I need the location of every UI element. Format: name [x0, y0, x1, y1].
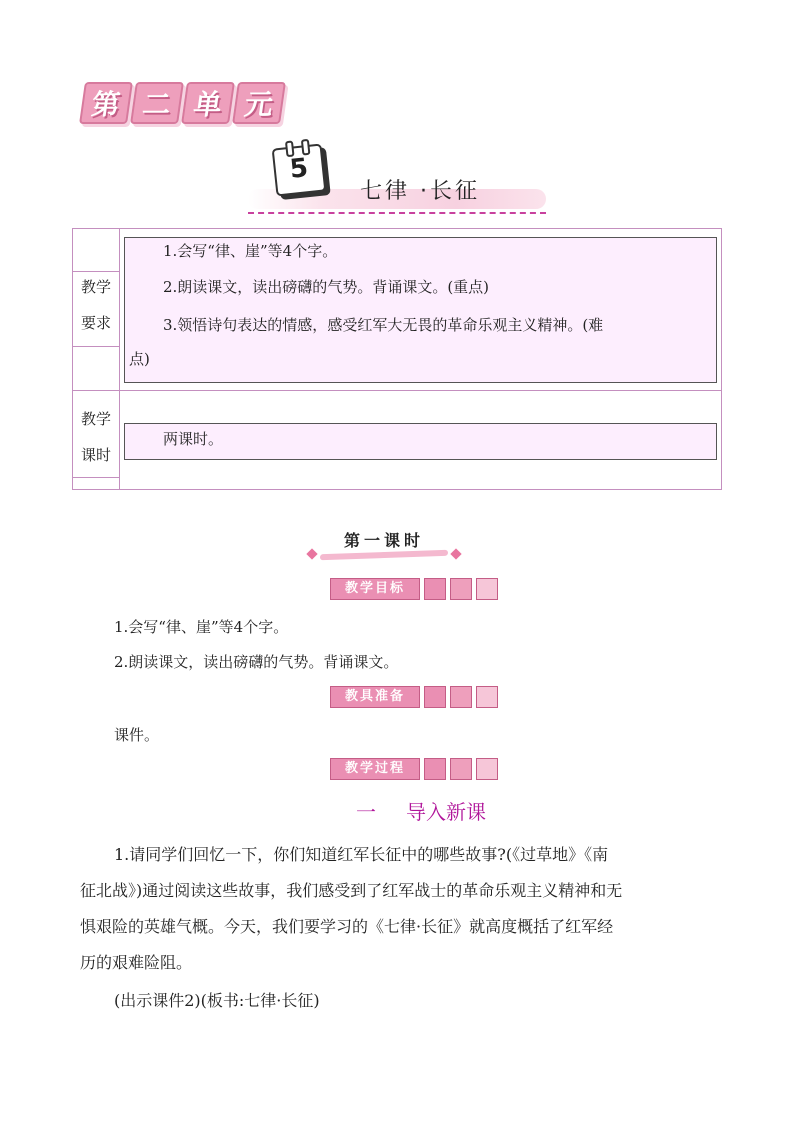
decor-square: [450, 578, 472, 600]
paragraph-line: 惧艰险的英雄气概。今天，我们要学习的《七律·长征》就高度概括了红军经: [80, 917, 614, 936]
period-heading: [306, 528, 462, 564]
section-preparation: [330, 686, 498, 708]
hours-box: [124, 423, 717, 460]
decor-square: [476, 578, 498, 600]
decor-square: [476, 686, 498, 708]
unit-banner: [82, 82, 283, 124]
paragraph-line: 历的艰难险阻。: [80, 953, 193, 972]
unit-banner-char: 元: [232, 82, 286, 124]
lesson-header: [248, 142, 548, 217]
section-label-goals: 教学目标: [330, 578, 420, 600]
decor-square: [424, 578, 446, 600]
requirement-item-continued: 点): [129, 350, 150, 368]
row-label-requirements-line1: 教学: [80, 278, 111, 296]
paragraph-line: (出示课件2)(板书:七律·长征): [114, 991, 320, 1010]
row-label-hours-line2: 课时: [80, 446, 111, 464]
unit-banner-char: 单: [181, 82, 235, 124]
decor-square: [450, 686, 472, 708]
goal-item: 2.朗读课文，读出磅礴的气势。背诵课文。: [114, 653, 399, 671]
lesson-number: 5: [288, 153, 310, 185]
step-number: 一: [356, 800, 376, 824]
paragraph-line: 1.请同学们回忆一下，你们知道红军长征中的哪些故事?(《过草地》《南: [114, 845, 609, 864]
decor-square: [424, 758, 446, 780]
row-label-requirements-line2: 要求: [80, 314, 111, 332]
decor-square: [424, 686, 446, 708]
requirement-item: 1.会写“律、崖”等4个字。: [163, 242, 338, 260]
period-title: 第一课时: [343, 531, 424, 550]
section-process: [330, 758, 498, 780]
calendar-icon: [272, 144, 327, 197]
step-title: 导入新课: [406, 800, 486, 824]
preparation-text: 课件。: [114, 726, 160, 744]
unit-banner-char: 二: [130, 82, 184, 124]
period-decor-bar: [320, 550, 448, 560]
requirement-item: 3.领悟诗句表达的情感，感受红军大无畏的革命乐观主义精神。(难: [163, 316, 604, 334]
process-step-heading: [356, 796, 486, 825]
paragraph-line: 征北战》)通过阅读这些故事，我们感受到了红军战士的革命乐观主义精神和无: [80, 881, 623, 900]
requirements-table: [72, 228, 722, 490]
decor-square: [476, 758, 498, 780]
requirements-box: [124, 237, 717, 383]
goal-item: 1.会写“律、崖”等4个字。: [114, 618, 289, 636]
lesson-title: 七律 ·长征: [360, 179, 480, 204]
section-label-preparation: 教具准备: [330, 686, 420, 708]
requirement-item: 2.朗读课文，读出磅礴的气势。背诵课文。(重点): [163, 278, 490, 296]
section-label-process: 教学过程: [330, 758, 420, 780]
unit-banner-char: 第: [79, 82, 133, 124]
decor-square: [450, 758, 472, 780]
section-goals: [330, 578, 498, 600]
row-label-hours-line1: 教学: [80, 410, 111, 428]
hours-text: 两课时。: [163, 430, 224, 448]
title-dashed-line: [248, 212, 546, 214]
